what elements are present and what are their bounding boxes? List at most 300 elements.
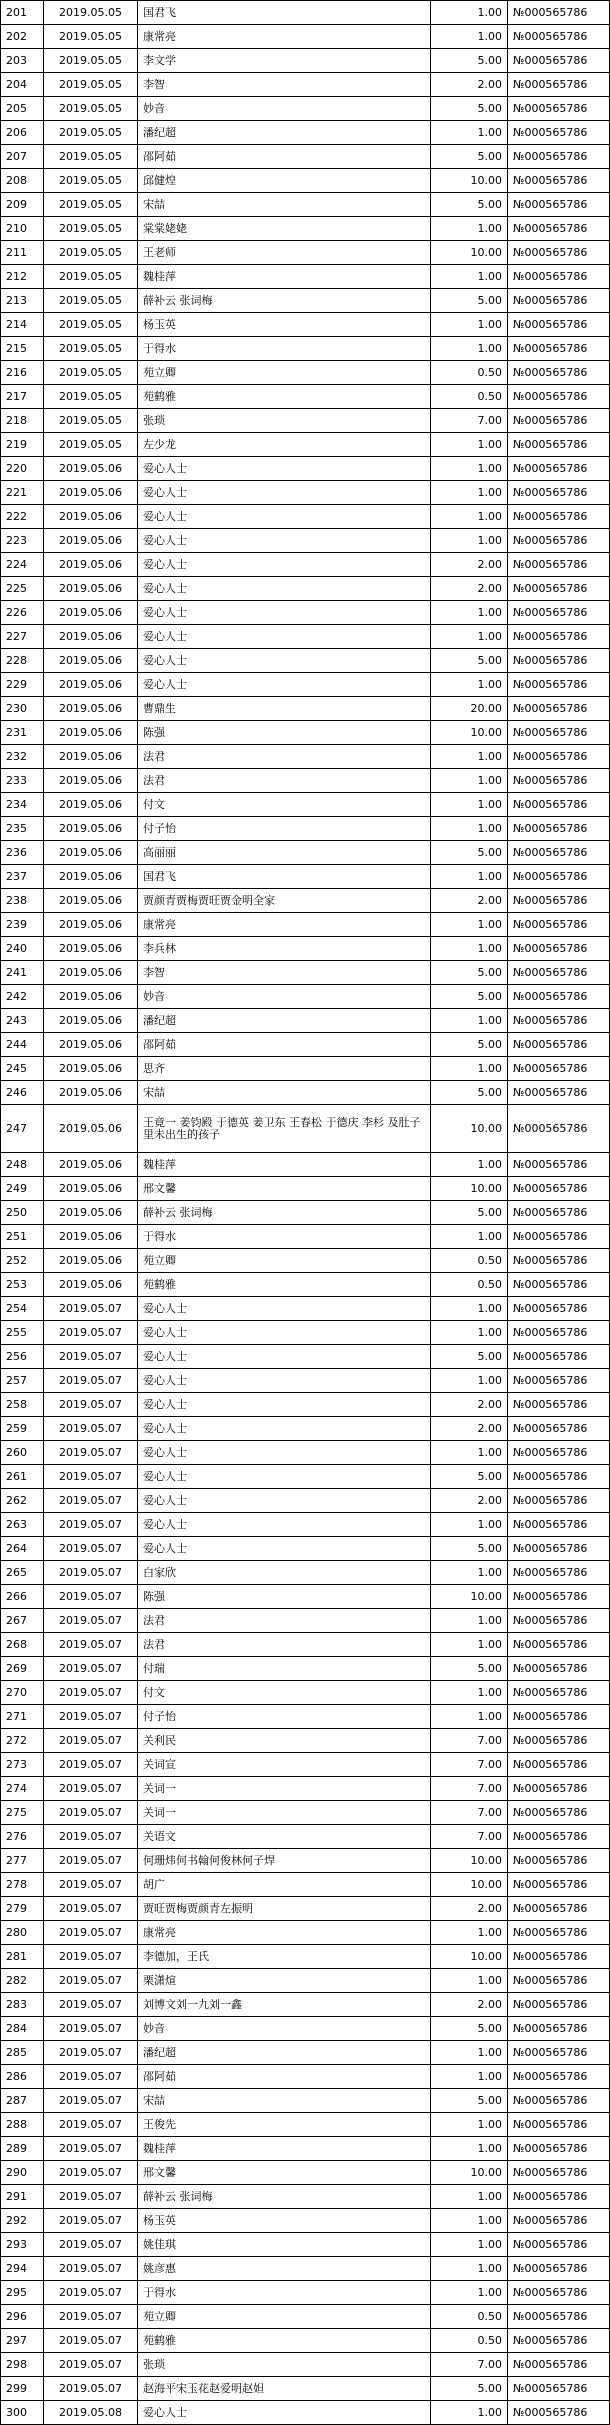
donor-name-cell: 康常亮 (138, 913, 431, 937)
row-index-cell: 280 (1, 1921, 44, 1945)
donation-date-cell: 2019.05.06 (44, 745, 138, 769)
donation-amount-cell: 1.00 (431, 2257, 508, 2281)
receipt-number-cell: №000565786 (508, 1777, 610, 1801)
table-row (1, 1177, 610, 1201)
donation-date-cell: 2019.05.06 (44, 1225, 138, 1249)
donation-amount-cell: 0.50 (431, 2305, 508, 2329)
row-index-cell: 272 (1, 1729, 44, 1753)
donor-name-cell: 爱心人士 (138, 1297, 431, 1321)
receipt-number-cell: №000565786 (508, 241, 610, 265)
donation-date-cell: 2019.05.07 (44, 2305, 138, 2329)
receipt-number-cell: №000565786 (508, 1969, 610, 1993)
donation-amount-cell: 7.00 (431, 409, 508, 433)
table-row (1, 2353, 610, 2377)
donation-amount-cell: 5.00 (431, 841, 508, 865)
donation-date-cell: 2019.05.06 (44, 481, 138, 505)
row-index-cell: 244 (1, 1033, 44, 1057)
donor-name-cell: 邵阿茹 (138, 2065, 431, 2089)
donor-name-cell: 关词一 (138, 1777, 431, 1801)
row-index-cell: 252 (1, 1249, 44, 1273)
donor-name-cell: 关语文 (138, 1825, 431, 1849)
row-index-cell: 228 (1, 649, 44, 673)
donor-name-cell: 宋喆 (138, 193, 431, 217)
donation-date-cell: 2019.05.07 (44, 2353, 138, 2377)
donation-amount-cell: 1.00 (431, 2065, 508, 2089)
table-row (1, 1633, 610, 1657)
donation-table-body (1, 1, 610, 2425)
row-index-cell: 224 (1, 553, 44, 577)
row-index-cell: 269 (1, 1657, 44, 1681)
row-index-cell: 213 (1, 289, 44, 313)
table-row (1, 2089, 610, 2113)
donor-name-cell: 爱心人士 (138, 601, 431, 625)
donation-date-cell: 2019.05.07 (44, 1657, 138, 1681)
receipt-number-cell: №000565786 (508, 1033, 610, 1057)
receipt-number-cell: №000565786 (508, 265, 610, 289)
donation-amount-cell: 5.00 (431, 985, 508, 1009)
row-index-cell: 265 (1, 1561, 44, 1585)
donation-amount-cell: 1.00 (431, 1561, 508, 1585)
donor-name-cell: 王竟一 姜钧殿 于德英 姜卫东 王春松 于德庆 李杉 及肚子里未出生的孩子 (138, 1105, 431, 1153)
table-row (1, 793, 610, 817)
donor-name-cell: 付文 (138, 1681, 431, 1705)
table-row (1, 1465, 610, 1489)
table-row (1, 169, 610, 193)
donation-amount-cell: 5.00 (431, 2089, 508, 2113)
donor-name-cell: 魏桂萍 (138, 265, 431, 289)
row-index-cell: 221 (1, 481, 44, 505)
receipt-number-cell: №000565786 (508, 913, 610, 937)
donation-date-cell: 2019.05.06 (44, 937, 138, 961)
receipt-number-cell: №000565786 (508, 1465, 610, 1489)
donor-name-cell: 国君飞 (138, 865, 431, 889)
donation-amount-cell: 1.00 (431, 217, 508, 241)
table-row (1, 697, 610, 721)
donation-date-cell: 2019.05.06 (44, 1177, 138, 1201)
donation-amount-cell: 1.00 (431, 745, 508, 769)
table-row (1, 769, 610, 793)
donation-date-cell: 2019.05.07 (44, 1753, 138, 1777)
donation-date-cell: 2019.05.06 (44, 1081, 138, 1105)
donation-date-cell: 2019.05.07 (44, 1417, 138, 1441)
receipt-number-cell: №000565786 (508, 1705, 610, 1729)
donation-date-cell: 2019.05.07 (44, 1441, 138, 1465)
table-row (1, 745, 610, 769)
donor-name-cell: 苑鹤雅 (138, 1273, 431, 1297)
receipt-number-cell: №000565786 (508, 25, 610, 49)
donation-date-cell: 2019.05.07 (44, 1681, 138, 1705)
donation-amount-cell: 10.00 (431, 1849, 508, 1873)
donation-amount-cell: 5.00 (431, 2377, 508, 2401)
donation-amount-cell: 2.00 (431, 1897, 508, 1921)
row-index-cell: 238 (1, 889, 44, 913)
donor-name-cell: 法君 (138, 1633, 431, 1657)
table-row (1, 601, 610, 625)
receipt-number-cell: №000565786 (508, 1561, 610, 1585)
receipt-number-cell: №000565786 (508, 817, 610, 841)
row-index-cell: 261 (1, 1465, 44, 1489)
donation-amount-cell: 1.00 (431, 2401, 508, 2425)
table-row (1, 2161, 610, 2185)
receipt-number-cell: №000565786 (508, 697, 610, 721)
row-index-cell: 296 (1, 2305, 44, 2329)
row-index-cell: 247 (1, 1105, 44, 1153)
receipt-number-cell: №000565786 (508, 1345, 610, 1369)
donor-name-cell: 左少龙 (138, 433, 431, 457)
donation-amount-cell: 1.00 (431, 1609, 508, 1633)
donation-date-cell: 2019.05.07 (44, 1585, 138, 1609)
table-row (1, 25, 610, 49)
table-row (1, 1873, 610, 1897)
donation-amount-cell: 1.00 (431, 25, 508, 49)
row-index-cell: 206 (1, 121, 44, 145)
donation-date-cell: 2019.05.08 (44, 2401, 138, 2425)
donor-name-cell: 邵阿茹 (138, 145, 431, 169)
donation-date-cell: 2019.05.07 (44, 2089, 138, 2113)
donation-amount-cell: 10.00 (431, 721, 508, 745)
donation-date-cell: 2019.05.06 (44, 1057, 138, 1081)
donor-name-cell: 王俊先 (138, 2113, 431, 2137)
receipt-number-cell: №000565786 (508, 2329, 610, 2353)
donor-name-cell: 于得水 (138, 1225, 431, 1249)
donation-amount-cell: 1.00 (431, 2281, 508, 2305)
table-row (1, 1561, 610, 1585)
donation-amount-cell: 1.00 (431, 481, 508, 505)
donor-name-cell: 苑鹤雅 (138, 2329, 431, 2353)
donation-date-cell: 2019.05.06 (44, 769, 138, 793)
row-index-cell: 297 (1, 2329, 44, 2353)
receipt-number-cell: №000565786 (508, 1297, 610, 1321)
donation-amount-cell: 5.00 (431, 1465, 508, 1489)
donation-amount-cell: 5.00 (431, 145, 508, 169)
donor-name-cell: 薛补云 张词梅 (138, 1201, 431, 1225)
receipt-number-cell: №000565786 (508, 2305, 610, 2329)
donor-name-cell: 国君飞 (138, 1, 431, 25)
donation-amount-cell: 1.00 (431, 1513, 508, 1537)
row-index-cell: 285 (1, 2041, 44, 2065)
donor-name-cell: 妙音 (138, 97, 431, 121)
receipt-number-cell: №000565786 (508, 2089, 610, 2113)
donation-date-cell: 2019.05.05 (44, 265, 138, 289)
row-index-cell: 262 (1, 1489, 44, 1513)
table-row (1, 1393, 610, 1417)
donor-name-cell: 爱心人士 (138, 2401, 431, 2425)
table-row (1, 1513, 610, 1537)
donor-name-cell: 陈强 (138, 1585, 431, 1609)
table-row (1, 217, 610, 241)
donation-date-cell: 2019.05.07 (44, 1825, 138, 1849)
table-row (1, 2065, 610, 2089)
donation-amount-cell: 10.00 (431, 1585, 508, 1609)
donation-amount-cell: 1.00 (431, 1705, 508, 1729)
donation-date-cell: 2019.05.07 (44, 1633, 138, 1657)
row-index-cell: 248 (1, 1153, 44, 1177)
donation-amount-cell: 10.00 (431, 1873, 508, 1897)
donation-amount-cell: 2.00 (431, 1393, 508, 1417)
donation-amount-cell: 10.00 (431, 2161, 508, 2185)
receipt-number-cell: №000565786 (508, 1201, 610, 1225)
donation-date-cell: 2019.05.05 (44, 25, 138, 49)
receipt-number-cell: №000565786 (508, 793, 610, 817)
donation-amount-cell: 5.00 (431, 289, 508, 313)
row-index-cell: 241 (1, 961, 44, 985)
table-row (1, 313, 610, 337)
table-row (1, 361, 610, 385)
donor-name-cell: 杨玉英 (138, 2209, 431, 2233)
donation-amount-cell: 0.50 (431, 361, 508, 385)
receipt-number-cell: №000565786 (508, 1585, 610, 1609)
row-index-cell: 208 (1, 169, 44, 193)
donor-name-cell: 棠棠姥姥 (138, 217, 431, 241)
donor-name-cell: 康常亮 (138, 25, 431, 49)
donor-name-cell: 李智 (138, 73, 431, 97)
row-index-cell: 209 (1, 193, 44, 217)
donor-name-cell: 爱心人士 (138, 1345, 431, 1369)
row-index-cell: 283 (1, 1993, 44, 2017)
donation-amount-cell: 5.00 (431, 1345, 508, 1369)
receipt-number-cell: №000565786 (508, 97, 610, 121)
row-index-cell: 232 (1, 745, 44, 769)
donation-amount-cell: 1.00 (431, 601, 508, 625)
donation-date-cell: 2019.05.07 (44, 1705, 138, 1729)
donation-amount-cell: 1.00 (431, 817, 508, 841)
donor-name-cell: 魏桂萍 (138, 1153, 431, 1177)
row-index-cell: 235 (1, 817, 44, 841)
donor-name-cell: 苑鹤雅 (138, 385, 431, 409)
donation-amount-cell: 7.00 (431, 1825, 508, 1849)
donation-date-cell: 2019.05.07 (44, 2161, 138, 2185)
table-row (1, 1609, 610, 1633)
donor-name-cell: 刘博文刘一九刘一鑫 (138, 1993, 431, 2017)
donation-date-cell: 2019.05.05 (44, 385, 138, 409)
receipt-number-cell: №000565786 (508, 313, 610, 337)
donor-name-cell: 邵阿茹 (138, 1033, 431, 1057)
row-index-cell: 214 (1, 313, 44, 337)
receipt-number-cell: №000565786 (508, 937, 610, 961)
table-row (1, 457, 610, 481)
receipt-number-cell: №000565786 (508, 673, 610, 697)
receipt-number-cell: №000565786 (508, 2209, 610, 2233)
donor-name-cell: 潘纪超 (138, 1009, 431, 1033)
donation-date-cell: 2019.05.06 (44, 505, 138, 529)
donation-amount-cell: 1.00 (431, 1057, 508, 1081)
donation-date-cell: 2019.05.07 (44, 1321, 138, 1345)
donation-amount-cell: 5.00 (431, 961, 508, 985)
row-index-cell: 292 (1, 2209, 44, 2233)
donation-amount-cell: 10.00 (431, 241, 508, 265)
receipt-number-cell: №000565786 (508, 1897, 610, 1921)
donation-date-cell: 2019.05.07 (44, 1777, 138, 1801)
donor-name-cell: 苑立卿 (138, 2305, 431, 2329)
row-index-cell: 282 (1, 1969, 44, 1993)
table-row (1, 937, 610, 961)
donor-name-cell: 胡广 (138, 1873, 431, 1897)
receipt-number-cell: №000565786 (508, 1153, 610, 1177)
donation-amount-cell: 5.00 (431, 2017, 508, 2041)
receipt-number-cell: №000565786 (508, 1417, 610, 1441)
receipt-number-cell: №000565786 (508, 889, 610, 913)
receipt-number-cell: №000565786 (508, 1321, 610, 1345)
donation-amount-cell: 1.00 (431, 529, 508, 553)
table-row (1, 1057, 610, 1081)
donation-date-cell: 2019.05.07 (44, 2017, 138, 2041)
donor-name-cell: 苑立卿 (138, 361, 431, 385)
donation-date-cell: 2019.05.07 (44, 1513, 138, 1537)
donation-date-cell: 2019.05.06 (44, 649, 138, 673)
donation-date-cell: 2019.05.06 (44, 1249, 138, 1273)
table-row (1, 1993, 610, 2017)
donation-amount-cell: 0.50 (431, 2329, 508, 2353)
donation-amount-cell: 1.00 (431, 1321, 508, 1345)
row-index-cell: 233 (1, 769, 44, 793)
donation-date-cell: 2019.05.07 (44, 2065, 138, 2089)
receipt-number-cell: №000565786 (508, 1225, 610, 1249)
row-index-cell: 284 (1, 2017, 44, 2041)
donation-date-cell: 2019.05.07 (44, 2137, 138, 2161)
donation-amount-cell: 1.00 (431, 2209, 508, 2233)
table-row (1, 1945, 610, 1969)
donation-date-cell: 2019.05.06 (44, 457, 138, 481)
donation-amount-cell: 1.00 (431, 1297, 508, 1321)
donation-amount-cell: 7.00 (431, 1801, 508, 1825)
table-row (1, 2209, 610, 2233)
donation-amount-cell: 1.00 (431, 625, 508, 649)
donation-amount-cell: 7.00 (431, 1753, 508, 1777)
row-index-cell: 257 (1, 1369, 44, 1393)
table-row (1, 1753, 610, 1777)
donation-date-cell: 2019.05.07 (44, 2113, 138, 2137)
donation-amount-cell: 20.00 (431, 697, 508, 721)
row-index-cell: 250 (1, 1201, 44, 1225)
row-index-cell: 222 (1, 505, 44, 529)
row-index-cell: 273 (1, 1753, 44, 1777)
table-row (1, 289, 610, 313)
row-index-cell: 291 (1, 2185, 44, 2209)
donation-amount-cell: 7.00 (431, 1777, 508, 1801)
receipt-number-cell: №000565786 (508, 1729, 610, 1753)
receipt-number-cell: №000565786 (508, 2113, 610, 2137)
receipt-number-cell: №000565786 (508, 481, 610, 505)
receipt-number-cell: №000565786 (508, 865, 610, 889)
donation-amount-cell: 1.00 (431, 1681, 508, 1705)
donor-name-cell: 姚彦惠 (138, 2257, 431, 2281)
row-index-cell: 210 (1, 217, 44, 241)
donation-amount-cell: 5.00 (431, 1081, 508, 1105)
donor-name-cell: 宋喆 (138, 1081, 431, 1105)
receipt-number-cell: №000565786 (508, 1801, 610, 1825)
donation-date-cell: 2019.05.07 (44, 1945, 138, 1969)
donor-name-cell: 爱心人士 (138, 1489, 431, 1513)
donation-amount-cell: 1.00 (431, 1225, 508, 1249)
row-index-cell: 251 (1, 1225, 44, 1249)
donation-amount-cell: 1.00 (431, 337, 508, 361)
donation-amount-cell: 5.00 (431, 49, 508, 73)
table-row (1, 889, 610, 913)
donation-amount-cell: 1.00 (431, 2113, 508, 2137)
receipt-number-cell: №000565786 (508, 2017, 610, 2041)
donation-date-cell: 2019.05.05 (44, 169, 138, 193)
donation-amount-cell: 2.00 (431, 1417, 508, 1441)
table-row (1, 1033, 610, 1057)
receipt-number-cell: №000565786 (508, 2185, 610, 2209)
table-row (1, 1681, 610, 1705)
table-row (1, 625, 610, 649)
row-index-cell: 229 (1, 673, 44, 697)
donor-name-cell: 贾颜青贾梅贾旺贾金明全家 (138, 889, 431, 913)
donation-date-cell: 2019.05.05 (44, 217, 138, 241)
donor-name-cell: 爱心人士 (138, 1417, 431, 1441)
row-index-cell: 278 (1, 1873, 44, 1897)
receipt-number-cell: №000565786 (508, 457, 610, 481)
row-index-cell: 289 (1, 2137, 44, 2161)
donation-amount-cell: 5.00 (431, 97, 508, 121)
receipt-number-cell: №000565786 (508, 841, 610, 865)
receipt-number-cell: №000565786 (508, 1993, 610, 2017)
receipt-number-cell: №000565786 (508, 625, 610, 649)
donor-name-cell: 薛补云 张词梅 (138, 289, 431, 313)
donation-date-cell: 2019.05.07 (44, 2185, 138, 2209)
donor-name-cell: 张琐 (138, 2353, 431, 2377)
donation-date-cell: 2019.05.06 (44, 1105, 138, 1153)
table-row (1, 241, 610, 265)
row-index-cell: 249 (1, 1177, 44, 1201)
donor-name-cell: 魏桂萍 (138, 2137, 431, 2161)
donor-name-cell: 薛补云 张词梅 (138, 2185, 431, 2209)
table-row (1, 1201, 610, 1225)
donation-amount-cell: 5.00 (431, 1033, 508, 1057)
donor-name-cell: 妙音 (138, 985, 431, 1009)
donor-name-cell: 爱心人士 (138, 505, 431, 529)
donation-amount-cell: 1.00 (431, 433, 508, 457)
table-row (1, 1921, 610, 1945)
table-row (1, 1777, 610, 1801)
row-index-cell: 266 (1, 1585, 44, 1609)
donation-date-cell: 2019.05.07 (44, 2209, 138, 2233)
donation-date-cell: 2019.05.07 (44, 2257, 138, 2281)
donor-name-cell: 赵海平宋玉花赵爱明赵妲 (138, 2377, 431, 2401)
table-row (1, 817, 610, 841)
row-index-cell: 223 (1, 529, 44, 553)
donor-name-cell: 爱心人士 (138, 577, 431, 601)
table-row (1, 1369, 610, 1393)
donation-amount-cell: 1.00 (431, 1369, 508, 1393)
receipt-number-cell: №000565786 (508, 73, 610, 97)
donation-amount-cell: 1.00 (431, 673, 508, 697)
row-index-cell: 205 (1, 97, 44, 121)
donation-amount-cell: 7.00 (431, 2353, 508, 2377)
donation-amount-cell: 1.00 (431, 265, 508, 289)
donation-date-cell: 2019.05.07 (44, 2281, 138, 2305)
donation-date-cell: 2019.05.07 (44, 2233, 138, 2257)
receipt-number-cell: №000565786 (508, 1633, 610, 1657)
receipt-number-cell: №000565786 (508, 409, 610, 433)
table-row (1, 1225, 610, 1249)
row-index-cell: 290 (1, 2161, 44, 2185)
donation-date-cell: 2019.05.07 (44, 1609, 138, 1633)
donation-amount-cell: 5.00 (431, 193, 508, 217)
receipt-number-cell: №000565786 (508, 1513, 610, 1537)
donation-date-cell: 2019.05.07 (44, 1849, 138, 1873)
receipt-number-cell: №000565786 (508, 1537, 610, 1561)
table-row (1, 1897, 610, 1921)
receipt-number-cell: №000565786 (508, 121, 610, 145)
row-index-cell: 286 (1, 2065, 44, 2089)
donation-amount-cell: 2.00 (431, 1489, 508, 1513)
table-row (1, 2137, 610, 2161)
donor-name-cell: 法君 (138, 769, 431, 793)
table-row (1, 1297, 610, 1321)
donor-name-cell: 爱心人士 (138, 553, 431, 577)
